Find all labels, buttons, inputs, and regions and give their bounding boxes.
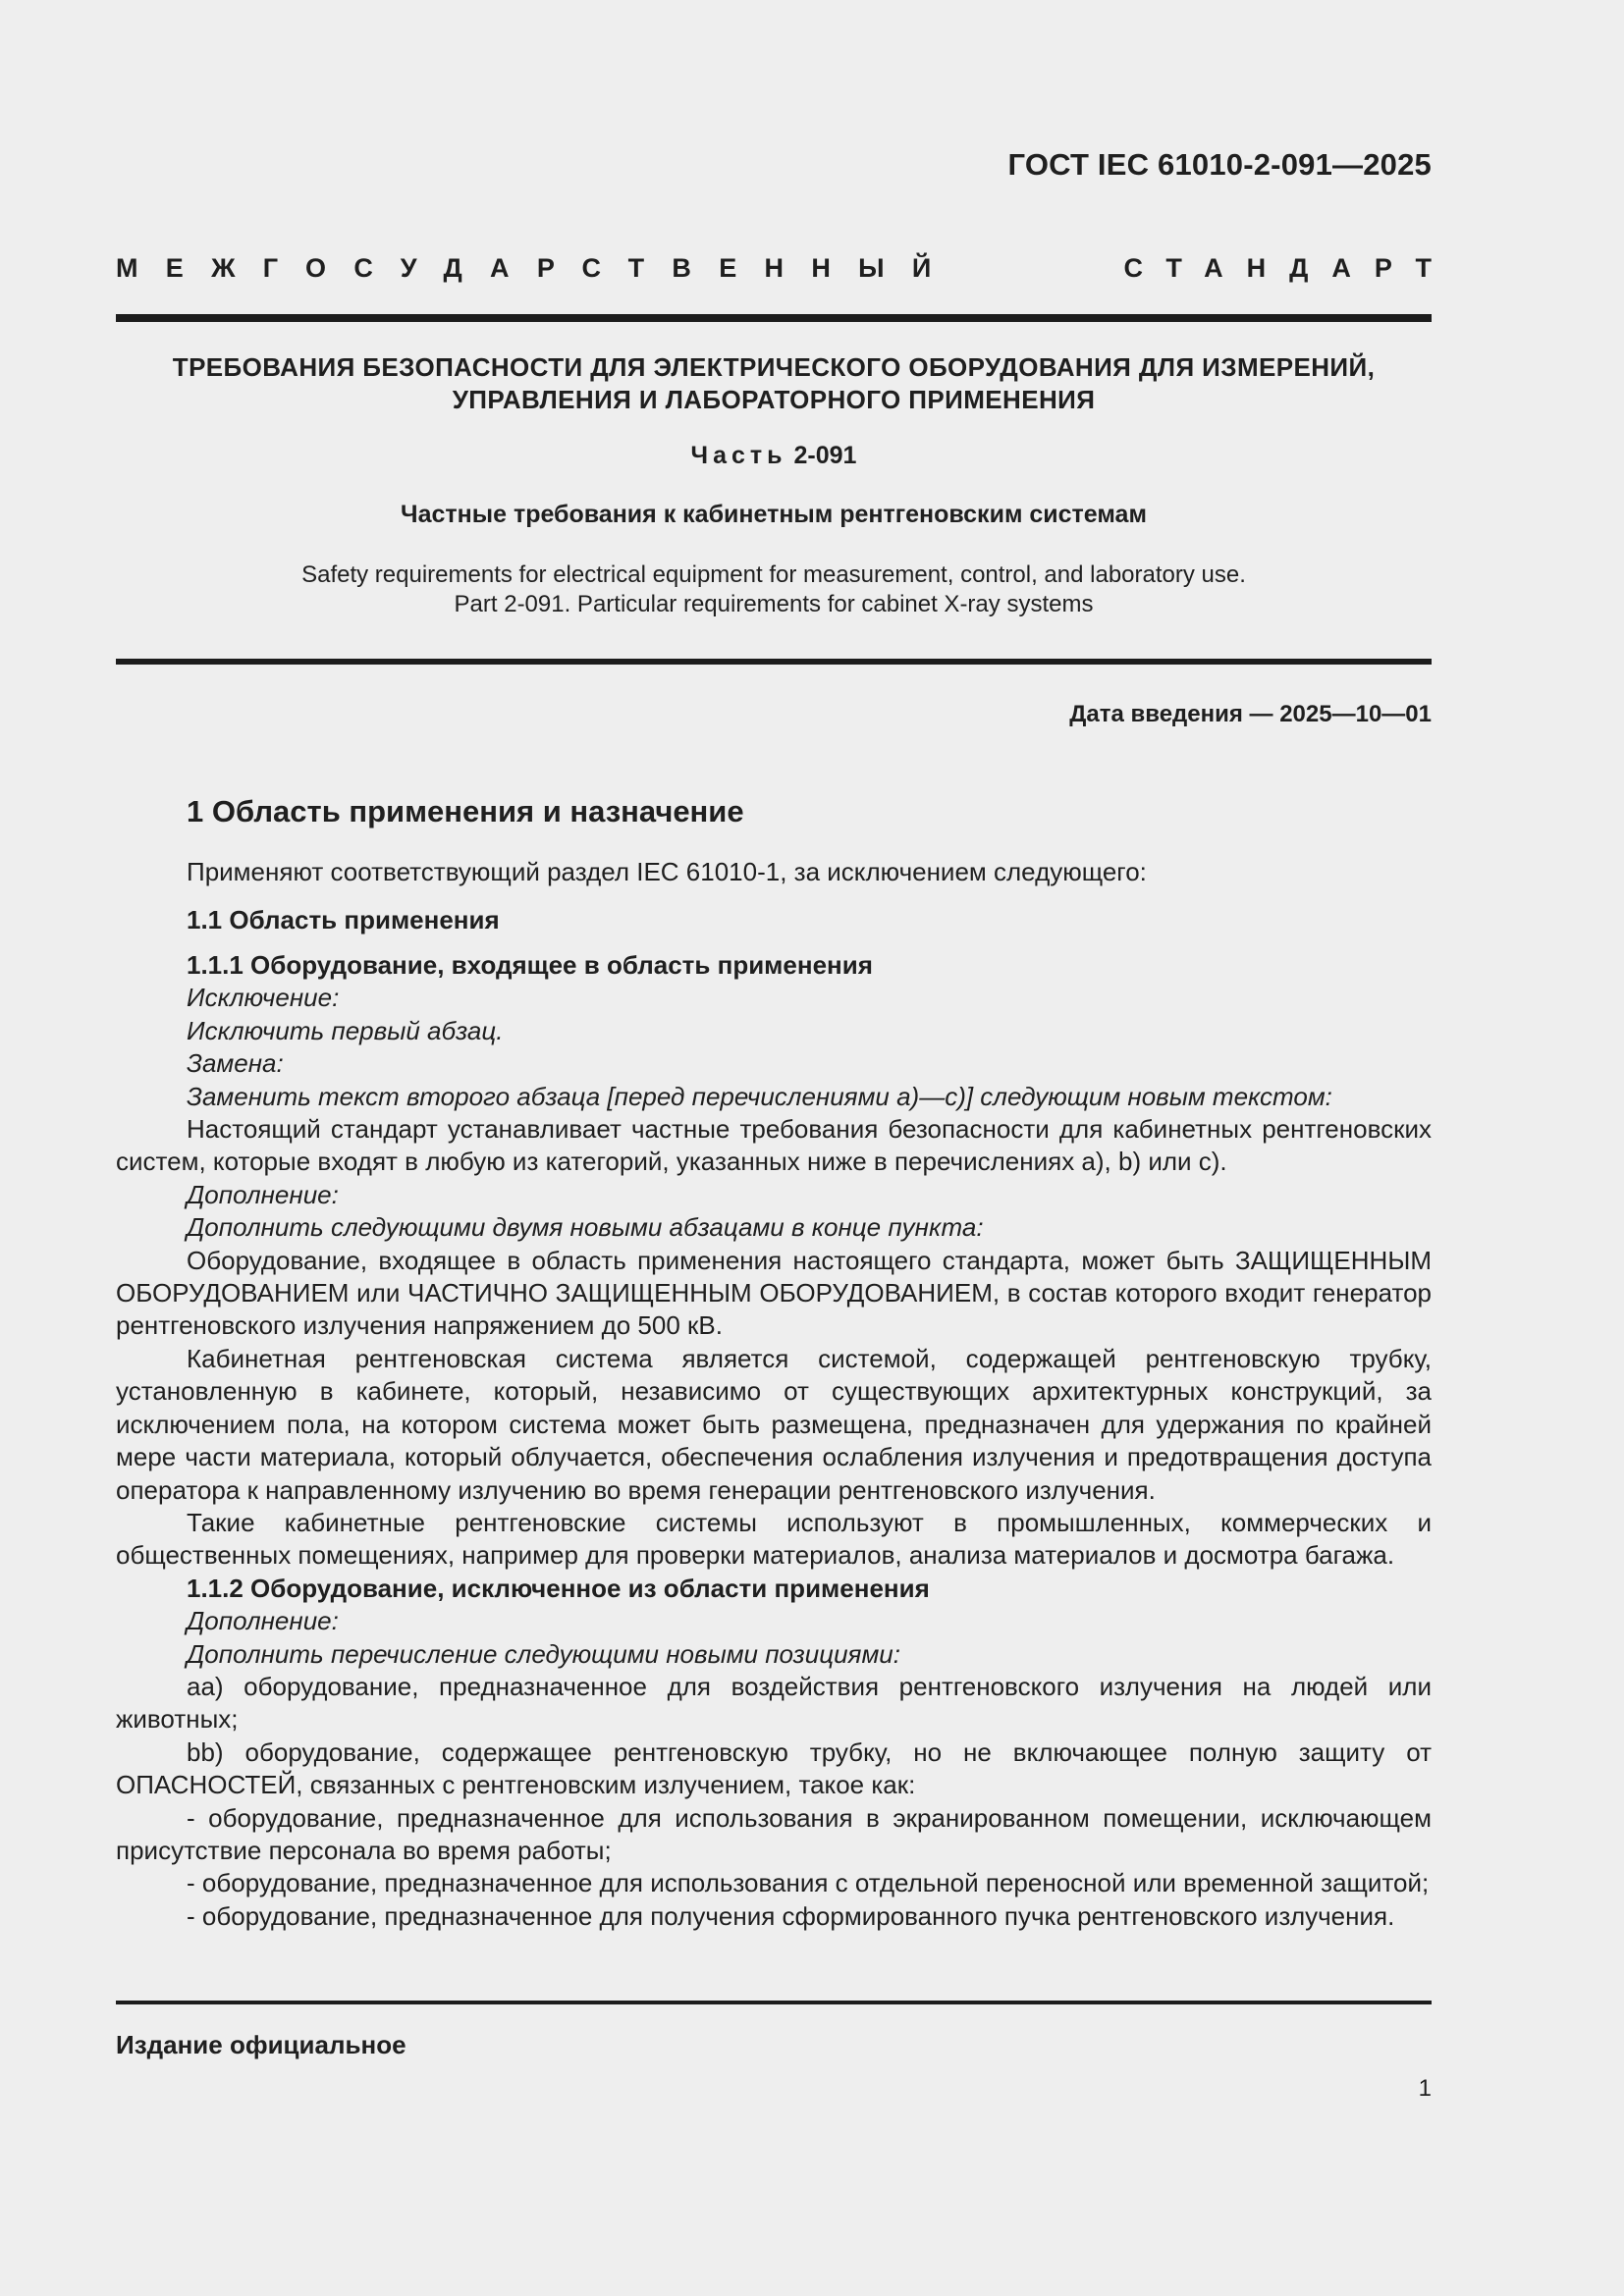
list-item: - оборудование, предназначенное для использования с отдельной переносной или временной защитой; <box>187 1868 1430 1898</box>
page-number: 1 <box>1418 2075 1432 2102</box>
title-line-1: ТРЕБОВАНИЯ БЕЗОПАСНОСТИ ДЛЯ ЭЛЕКТРИЧЕСКОГО ОБОРУДОВАНИЯ ДЛЯ ИЗМЕРЕНИЙ, <box>172 352 1376 382</box>
document-title-en <box>116 561 1432 619</box>
section-heading: 1 Область применения и назначение <box>187 794 744 828</box>
subsection-heading: 1.1 Область применения <box>187 905 500 934</box>
title-divider <box>116 659 1432 665</box>
body-paragraph: Настоящий стандарт устанавливает частные требования безопасности для кабинетных рентгеновских систем, которые входят в любую из категорий, указанных ниже в перечислениях a), b) или c). <box>116 1114 1432 1177</box>
amendment-instruction: Дополнить перечисление следующими новыми позициями: <box>187 1638 900 1669</box>
body-paragraph: Такие кабинетные рентгеновские системы используют в промышленных, коммерческих и общественных помещениях, например для проверки материалов, анализа материалов и досмотра багажа. <box>116 1507 1432 1571</box>
section-lead: Применяют соответствующий раздел IEC 61010-1, за исключением следующего: <box>187 857 1147 886</box>
amendment-label: Замена: <box>187 1048 284 1079</box>
standard-word: СТАНДАРТ <box>1123 253 1455 283</box>
amendment-instruction: Исключить первый абзац. <box>187 1015 504 1045</box>
part-word: Часть <box>690 442 787 469</box>
clause-heading: 1.1.1 Оборудование, входящее в область применения <box>187 950 873 980</box>
part-label <box>116 442 1432 470</box>
official-edition-note: Издание официальное <box>116 2030 406 2059</box>
amendment-label: Дополнение: <box>187 1179 339 1209</box>
clause-heading: 1.1.2 Оборудование, исключенное из области применения <box>187 1573 930 1603</box>
introduction-date: Дата введения — 2025—10—01 <box>1069 701 1432 727</box>
body-paragraph: Кабинетная рентгеновская система является системой, содержащей рентгеновскую трубку, установленную в кабинете, который, независимо от существующих архитектурных конструкций, за исключением пола, на котором система может быть размещена, предназначен для удержания по крайней мере части материала, который облучается, обеспечения ослабления излучения и предотвращения доступа оператора к направленному излучению во время генерации рентгеновского излучения. <box>116 1343 1432 1505</box>
document-code: ГОСТ IEC 61010-2-091—2025 <box>1007 147 1432 182</box>
body-paragraph: Оборудование, входящее в область применения настоящего стандарта, может быть ЗАЩИЩЕННЫМ ОБОРУДОВАНИЕМ или ЧАСТИЧНО ЗАЩИЩЕННЫМ ОБОРУДОВАНИЕМ, в состав которого входит генератор рентгеновского излучения напряжением до 500 кВ. <box>116 1245 1432 1341</box>
footer-divider <box>116 2001 1432 2004</box>
amendment-instruction: Заменить текст второго абзаца [перед перечислениями a)—c)] следующим новым текстом: <box>187 1081 1332 1111</box>
header-divider <box>116 314 1432 322</box>
amendment-instruction: Дополнить следующими двумя новыми абзацами в конце пункта: <box>187 1212 984 1243</box>
amendment-label: Исключение: <box>187 983 340 1013</box>
section-1 <box>116 790 1432 1933</box>
list-item: - оборудование, предназначенное для получения сформированного пучка рентгеновского излучения. <box>187 1900 1395 1931</box>
document-title-ru <box>116 351 1432 416</box>
title-en-line-1: Safety requirements for electrical equipment for measurement, control, and laboratory use. <box>301 561 1246 588</box>
list-item: aa) оборудование, предназначенное для воздействия рентгеновского излучения на людей или животных; <box>116 1671 1432 1735</box>
list-item: - оборудование, предназначенное для использования в экранированном помещении, исключающем присутствие персонала во время работы; <box>116 1802 1432 1865</box>
title-en-line-2: Part 2-091. Particular requirements for cabinet X-ray systems <box>454 591 1094 617</box>
interstate-word: МЕЖГОСУДАРСТВЕННЫЙ <box>116 253 959 283</box>
part-number: 2-091 <box>793 442 857 469</box>
title-line-2: УПРАВЛЕНИЯ И ЛАБОРАТОРНОГО ПРИМЕНЕНИЯ <box>452 385 1096 414</box>
document-subtitle-ru: Частные требования к кабинетным рентгеновским системам <box>401 501 1147 528</box>
amendment-label: Дополнение: <box>187 1606 339 1636</box>
list-item: bb) оборудование, содержащее рентгеновскую трубку, но не включающее полную защиту от ОПАСНОСТЕЙ, связанных с рентгеновским излучением, такое как: <box>116 1736 1432 1800</box>
